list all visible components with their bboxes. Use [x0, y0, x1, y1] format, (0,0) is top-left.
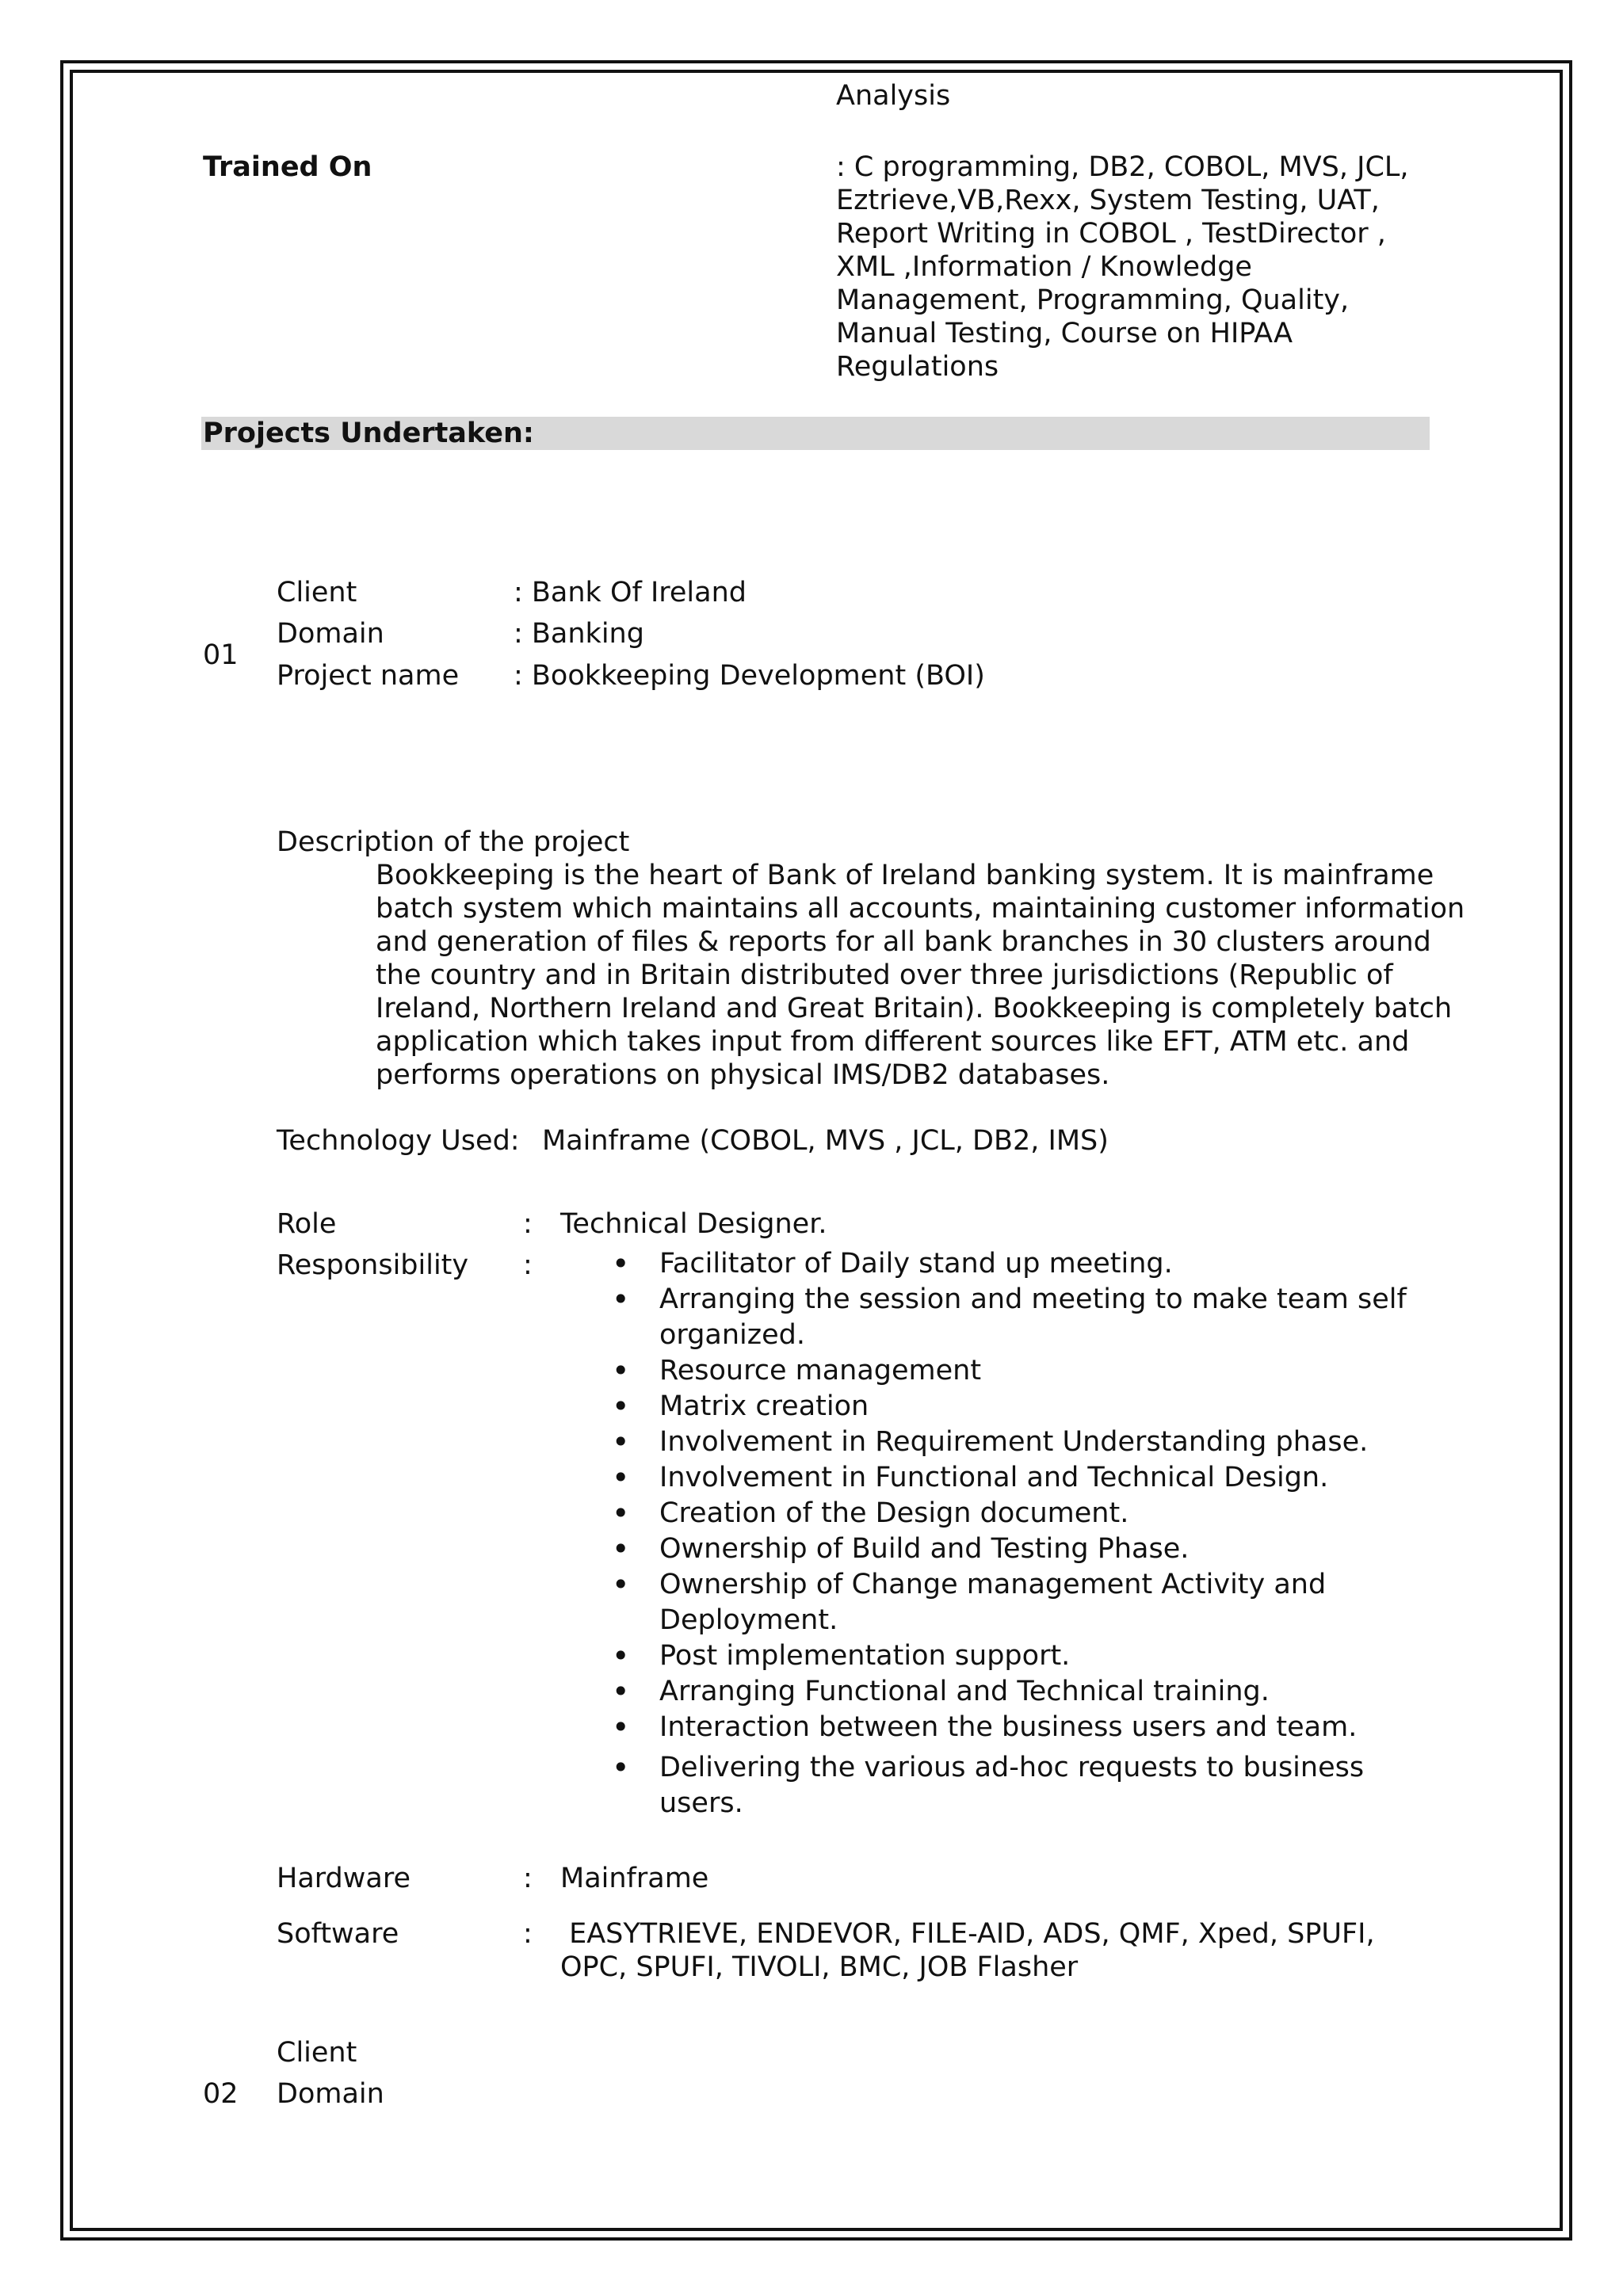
list-item: • Ownership of Build and Testing Phase. — [612, 1531, 1190, 1566]
responsibility-colon: : — [523, 1249, 533, 1281]
list-item: • Matrix creation — [612, 1389, 869, 1424]
list-item: • Involvement in Requirement Understanding phase. — [612, 1425, 1369, 1459]
client-label-2: Client — [277, 2037, 357, 2069]
trained-on-value: : C programming, DB2, COBOL, MVS, JCL, Eztrieve,VB,Rexx, System Testing, UAT, Report Writing in COBOL , TestDirector , XML ,Information / Knowledge Management, Programming, Quality, Manual Testing, Course on HIPAA Regulations — [836, 151, 1409, 383]
responsibility-label: Responsibility — [277, 1249, 469, 1281]
projects-heading: Projects Undertaken: — [203, 418, 534, 449]
list-item: • Delivering the various ad-hoc requests to business — [612, 1750, 1365, 1785]
list-item: • Arranging Functional and Technical training. — [612, 1674, 1270, 1709]
responsibility-list — [610, 1246, 1407, 1821]
project-name-value: : Bookkeeping Development (BOI) — [514, 660, 985, 692]
project-number: 01 — [203, 639, 239, 671]
trained-on-label: Trained On — [203, 151, 372, 183]
list-item: • Creation of the Design document. — [612, 1496, 1129, 1531]
analysis-text: Analysis — [836, 80, 951, 112]
hardware-label: Hardware — [277, 1863, 411, 1894]
software-value: EASYTRIEVE, ENDEVOR, FILE-AID, ADS, QMF, Xped, SPUFI, OPC, SPUFI, TIVOLI, BMC, JOB Flasher — [560, 1918, 1375, 1983]
list-item: users. — [659, 1787, 743, 1819]
domain-label: Domain — [277, 618, 384, 650]
list-item: • Involvement in Functional and Technical Design. — [612, 1460, 1329, 1495]
hardware-colon: : — [523, 1863, 533, 1894]
list-item: Deployment. — [659, 1604, 838, 1636]
domain-value: : Banking — [514, 618, 644, 650]
domain-label-2: Domain — [277, 2078, 384, 2110]
list-item: • Facilitator of Daily stand up meeting. — [612, 1246, 1173, 1281]
client-label: Client — [277, 577, 357, 608]
software-colon: : — [523, 1918, 533, 1950]
list-item: organized. — [659, 1319, 806, 1351]
description-label: Description of the project — [277, 826, 630, 858]
list-item: • Arranging the session and meeting to make team self — [612, 1282, 1407, 1317]
list-item: • Interaction between the business users and team. — [612, 1710, 1358, 1745]
project-name-label: Project name — [277, 660, 460, 692]
client-value: : Bank Of Ireland — [514, 577, 747, 608]
hardware-value: Mainframe — [560, 1863, 709, 1894]
list-item: • Resource management — [612, 1353, 982, 1388]
list-item: • Post implementation support. — [612, 1638, 1071, 1673]
software-label: Software — [277, 1918, 399, 1950]
technology-value: Mainframe (COBOL, MVS , JCL, DB2, IMS) — [542, 1125, 1109, 1157]
role-label: Role — [277, 1208, 337, 1240]
role-colon: : — [523, 1208, 533, 1240]
list-item: • Ownership of Change management Activity and — [612, 1567, 1327, 1602]
role-value: Technical Designer. — [560, 1208, 827, 1240]
project-number-2: 02 — [203, 2078, 239, 2110]
technology-label: Technology Used: — [277, 1125, 520, 1157]
description-text: Bookkeeping is the heart of Bank of Ireland banking system. It is mainframe batch system which maintains all accounts, maintaining customer information and generation of files & reports for all bank branches in 30 clusters around the country and in Britain distributed over three jurisdictions (Republic of Ireland, Northern Ireland and Great Britain). Bookkeeping is completely batch application which takes input from different sources like EFT, ATM etc. and performs operations on physical IMS/DB2 databases. — [376, 860, 1465, 1091]
